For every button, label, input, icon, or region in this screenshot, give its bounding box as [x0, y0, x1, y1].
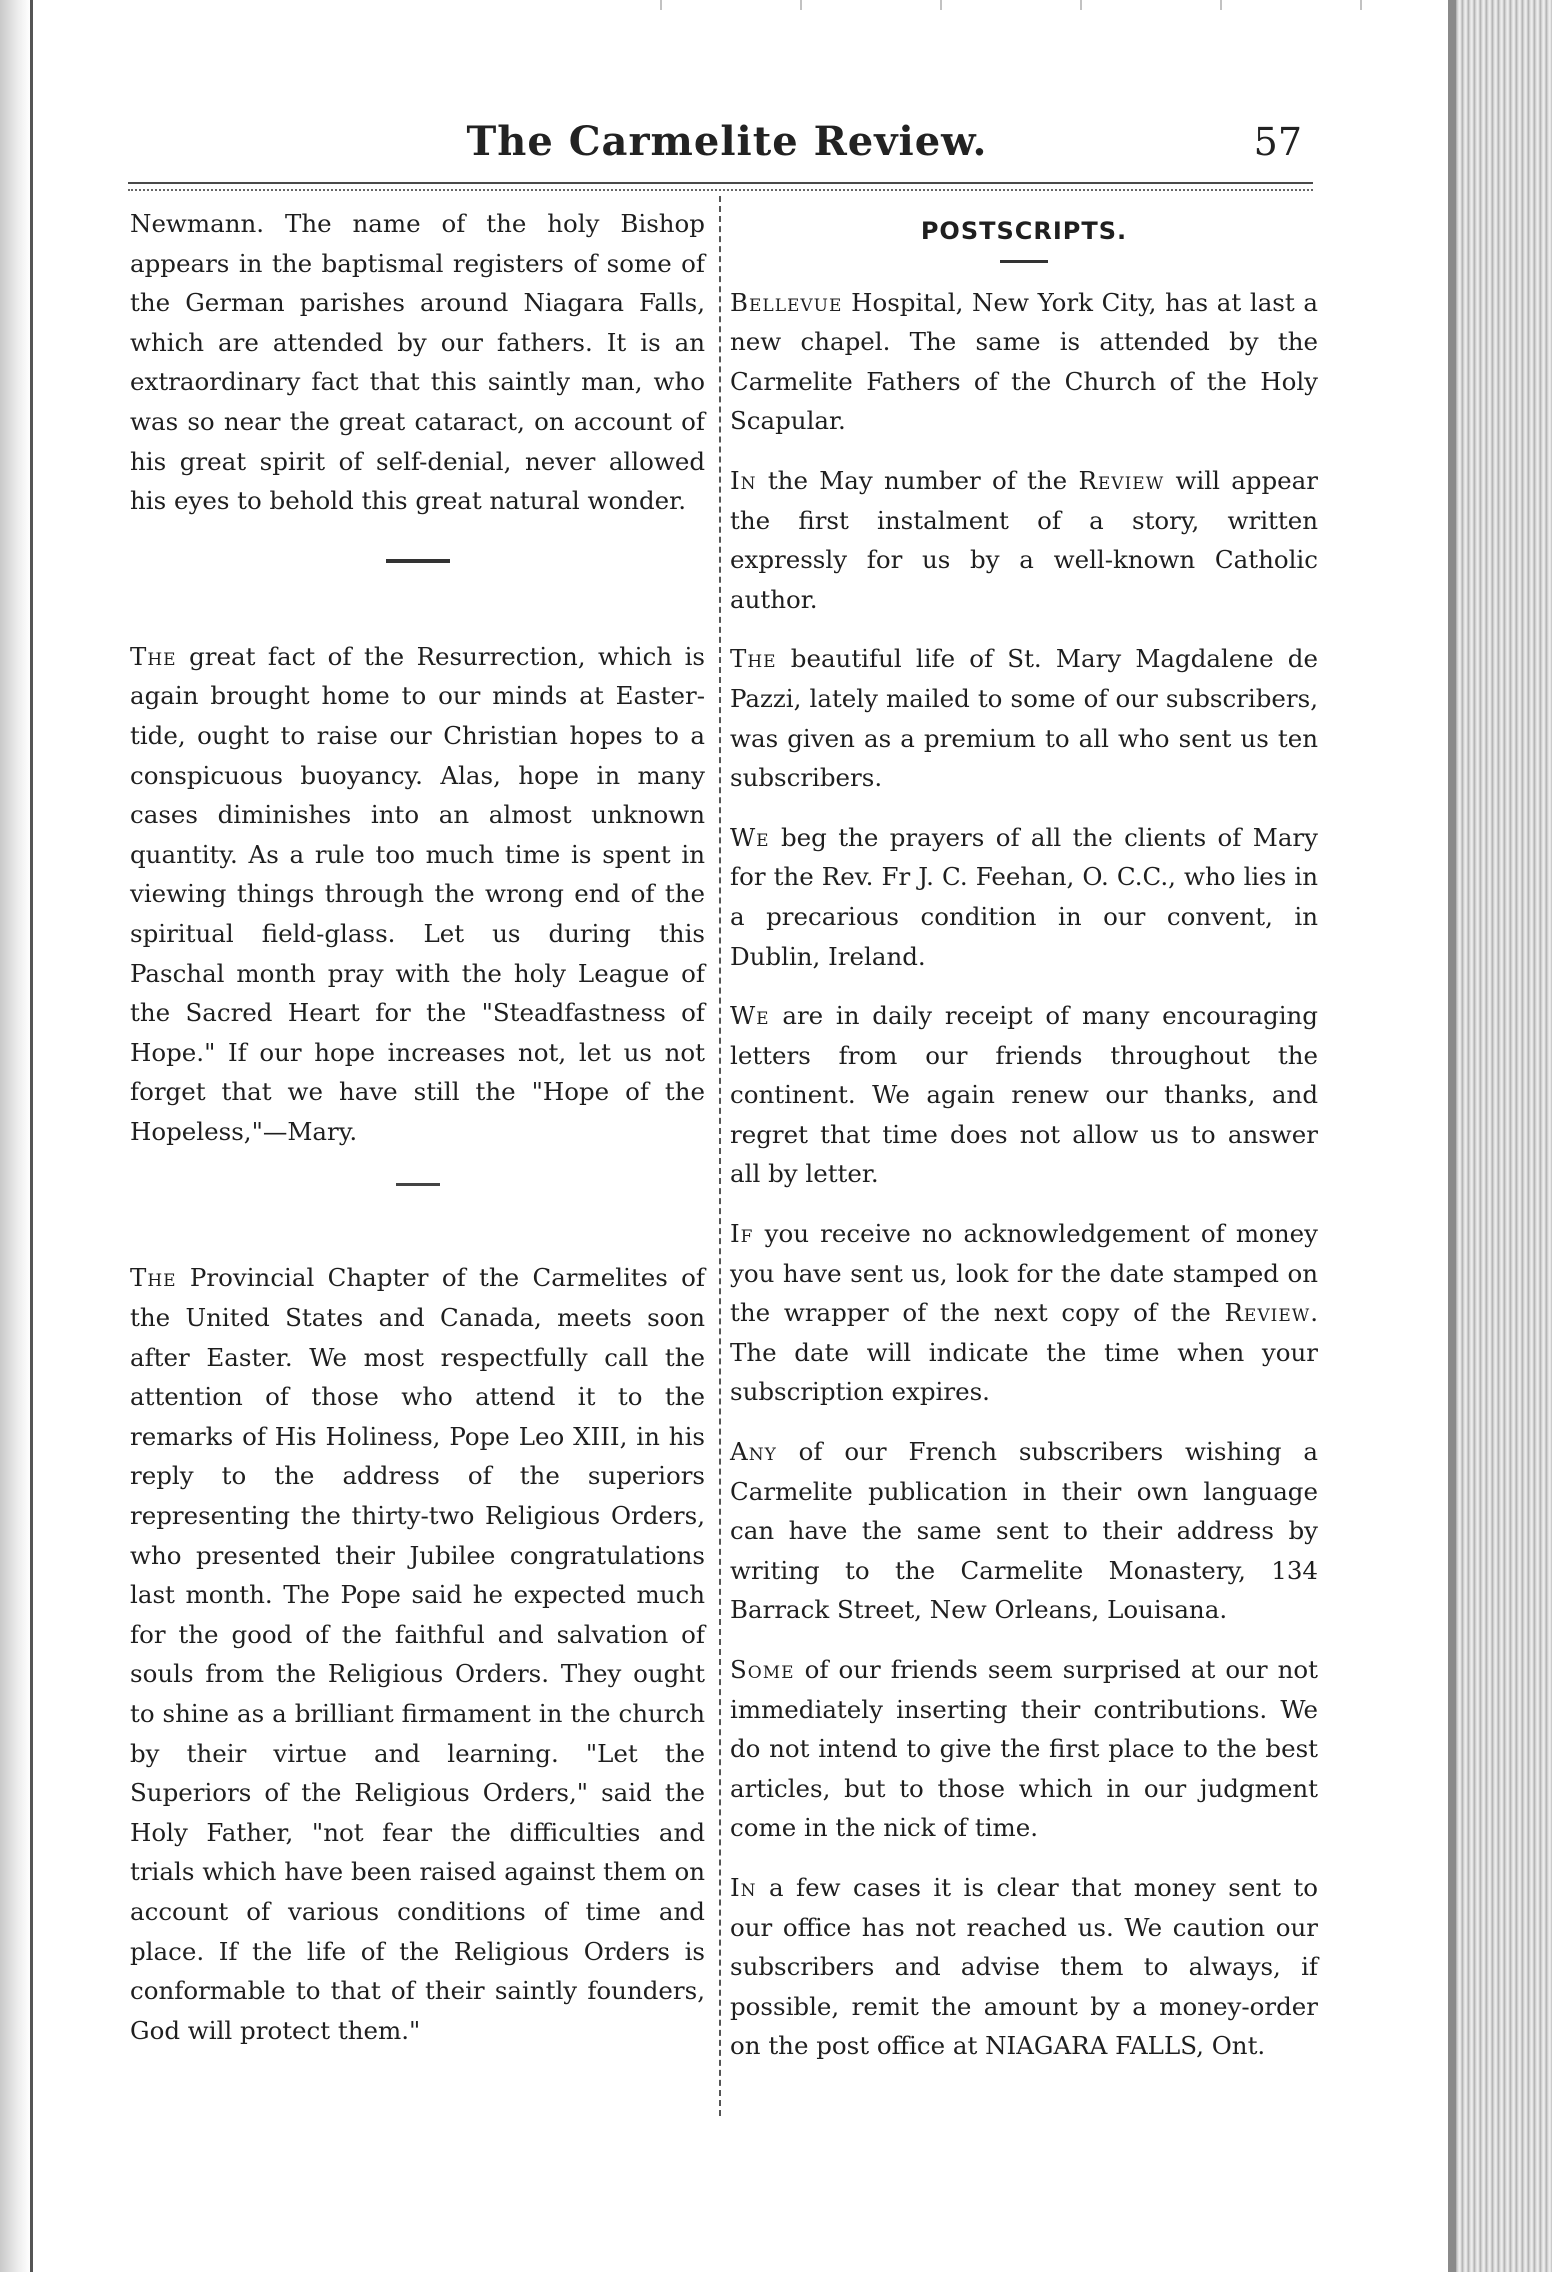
- spacer: [130, 599, 705, 637]
- left-column: [130, 204, 705, 2050]
- paragraph-text: are in daily receipt of many encouraging letters from our friends throughout the continent. We again renew our thanks, and regret that time does not allow us to answer all by letter.: [730, 1001, 1318, 1189]
- column-divider: [719, 196, 721, 2116]
- page-stack-edge: [1456, 0, 1552, 2272]
- paragraph-resurrection: [130, 637, 705, 1152]
- paragraph-lead: Some: [730, 1655, 795, 1684]
- header-dotted-rule: [128, 189, 1313, 191]
- review-name: Review: [1078, 465, 1165, 495]
- running-title: The Carmelite Review.: [466, 118, 988, 165]
- postscript-prayers: [730, 818, 1318, 976]
- postscript-bellevue: [730, 283, 1318, 441]
- paragraph-text: the May number of the: [756, 465, 1079, 495]
- paragraph-lead: Any: [730, 1437, 777, 1467]
- spacer: [130, 1220, 705, 1258]
- paragraph-text: beg the prayers of all the clients of Mary for the Rev. Fr J. C. Feehan, O. C.C., who lies in a precarious condition in our convent, in Dublin, Ireland.: [730, 822, 1318, 971]
- paragraph-text: Newmann. The name of the holy Bishop appears in the baptismal registers of some of the German parishes around Niagara Falls, which are attended by our fathers. It is an extraordinary fact that this saintly man, who was so near the great cataract, on account of his great spirit of self-denial, never allowed his eyes to behold this great natural wonder.: [130, 209, 705, 516]
- paragraph-lead: If: [730, 1219, 754, 1249]
- paragraph-text: . The date will indicate the time when your subscription expires.: [730, 1298, 1318, 1407]
- binding-line: [30, 0, 33, 2272]
- paragraph-lead: Bellevue: [730, 287, 843, 317]
- paragraph-lead: In: [730, 465, 757, 495]
- postscript-french: [730, 1432, 1318, 1630]
- separator-rule: [386, 559, 450, 563]
- paragraph-text: will appear the first instalment of a story, written expressly for us by a well-known Catholic author.: [730, 465, 1318, 614]
- paragraph-provincial-chapter: [130, 1258, 705, 2050]
- paragraph-text: beautiful life of St. Mary Magdalene de Pazzi, lately mailed to some of our subscribers, was given as a premium to all who sent us ten subscribers.: [730, 644, 1318, 793]
- title-rule: [1000, 260, 1048, 263]
- paragraph-text: you receive no acknowledgement of money you have sent us, look for the date stamped on the wrapper of the next copy of the: [730, 1219, 1318, 1328]
- paragraph-text: of our French subscribers wishing a Carmelite publication in their own language can have the same sent to their address by writing to the Carmelite Monastery, 134 Barrack Street, New Orleans, Louisana.: [730, 1437, 1318, 1625]
- right-column: [730, 204, 1318, 2086]
- review-name: Review: [1224, 1298, 1311, 1328]
- section-title: POSTSCRIPTS.: [920, 217, 1128, 245]
- page: [110, 0, 1330, 2272]
- paragraph-lead: We: [730, 1001, 770, 1031]
- postscript-contributions: [730, 1650, 1318, 1848]
- binding-edge: [0, 0, 30, 2272]
- postscript-magdalene: [730, 639, 1318, 797]
- postscript-letters: [730, 996, 1318, 1194]
- paragraph-text: great fact of the Resurrection, which is again brought home to our minds at Easter-tide, ought to raise our Christian hopes to a conspicuous buoyancy. Alas, hope in many cases diminishes into an almost unknown quantity. As a rule too much time is spent in viewing things through the wrong end of the spiritual field-glass. Let us during this Paschal month pray with the holy League of the Sacred Heart for the "Steadfastness of Hope." If our hope increases not, let us not forget that we have still the "Hope of the Hopeless,"—Mary.: [130, 641, 705, 1146]
- paragraph-text: Hospital, New York City, has at last a new chapel. The same is attended by the Carmelite Fathers of the Church of the Holy Scapular.: [730, 287, 1318, 436]
- header-rule: [128, 182, 1313, 184]
- postscript-money: [730, 1868, 1318, 2066]
- paragraph-text: a few cases it is clear that money sent to our office has not reached us. We caution our subscribers and advise them to always, if possible, remit the amount by a money-order on the post office at NIAGARA FALLS, Ont.: [730, 1872, 1318, 2061]
- separator-rule: [396, 1183, 440, 1186]
- postscript-acknowledgement: [730, 1214, 1318, 1412]
- paragraph-newmann: [130, 204, 705, 521]
- paragraph-lead: The: [730, 644, 777, 674]
- page-number: 57: [1253, 120, 1302, 164]
- paragraph-lead: We: [730, 822, 770, 852]
- paragraph-lead: The: [130, 641, 177, 671]
- paragraph-text: Provincial Chapter of the Carmelites of the United States and Canada, meets soon after Easter. We most respectfully call the attention of those who attend it to the remarks of His Holiness, Pope Leo XIII, in his reply to the address of the superiors representing the thirty-two Religious Orders, who presented their Jubilee congratulations last month. The Pope said he expected much for the good of the faithful and salvation of souls from the Religious Orders. They ought to shine as a brilliant firmament in the church by their virtue and learning. "Let the Superiors of the Religious Orders," said the Holy Father, "not fear the difficulties and trials which have been raised against them on account of various conditions of time and place. If the life of the Religious Orders is conformable to that of their saintly founders, God will protect them.": [130, 1263, 705, 2045]
- paragraph-lead: The: [130, 1263, 177, 1293]
- page-edge-shadow: [1448, 0, 1456, 2272]
- paragraph-lead: In: [730, 1872, 757, 1902]
- postscript-may-number: [730, 461, 1318, 619]
- paragraph-text: of our friends seem surprised at our not immediately inserting their contributions. We do not intend to give the first place to the best articles, but to those which in our judgment come in the nick of time.: [730, 1655, 1318, 1843]
- running-header: [124, 118, 1330, 178]
